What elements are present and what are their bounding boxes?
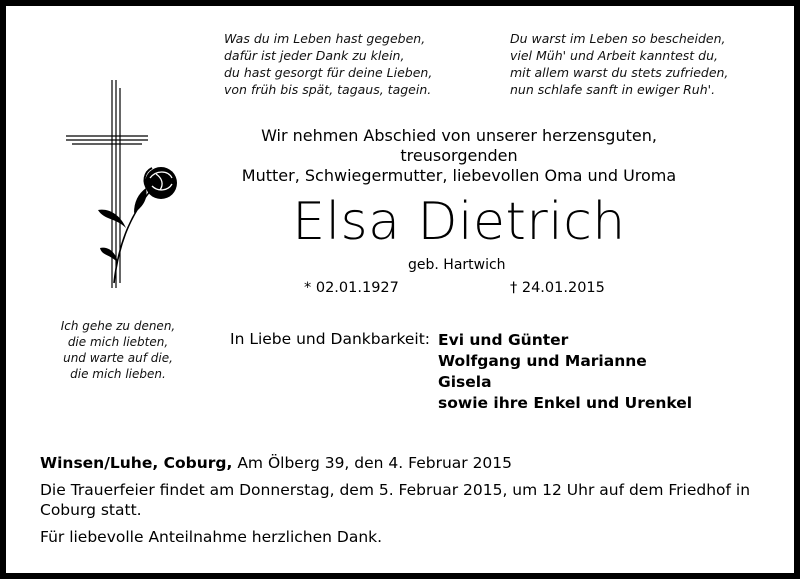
verse-line: viel Müh' und Arbeit kanntest du,	[510, 48, 719, 63]
mourner: Wolfgang und Marianne	[438, 352, 647, 370]
death-date: † 24.01.2015	[510, 280, 605, 296]
footer-place: Winsen/Luhe, Coburg,	[40, 454, 233, 472]
footer-address-rest: Am Ölberg 39, den 4. Februar 2015	[232, 454, 513, 472]
mourner: Evi und Günter	[438, 331, 569, 349]
footer-thanks: Für liebevolle Anteilnahme herzlichen Dank.	[40, 528, 383, 546]
verse-line: nun schlafe sanft in ewiger Ruh'.	[510, 82, 716, 97]
verse-right	[510, 30, 728, 98]
mourner: sowie ihre Enkel und Urenkel	[438, 394, 693, 412]
verse-line: Ich gehe zu denen,	[60, 319, 176, 333]
obituary-card	[6, 6, 794, 573]
intro-line: Wir nehmen Abschied von unserer herzensguten, treusorgenden	[261, 126, 657, 165]
birth-date: * 02.01.1927	[304, 280, 399, 296]
verse-line: und warte auf die,	[63, 351, 173, 365]
intro-text	[214, 126, 704, 186]
verse-left	[224, 30, 432, 98]
verse-line: du hast gesorgt für deine Lieben,	[224, 65, 433, 80]
maiden-name: geb. Hartwich	[408, 257, 506, 273]
verse-small	[48, 318, 188, 382]
verse-line: die mich liebten,	[67, 335, 169, 349]
cross-with-rose-icon	[56, 78, 186, 298]
verse-line: Du warst im Leben so bescheiden,	[510, 31, 726, 46]
verse-line: mit allem warst du stets zufrieden,	[510, 65, 729, 80]
footer-ceremony: Die Trauerfeier findet am Donnerstag, dem 5. Februar 2015, um 12 Uhr auf dem Friedhof in Coburg statt.	[40, 481, 751, 519]
deceased-name: Elsa Dietrich	[292, 192, 626, 252]
verse-line: dafür ist jeder Dank zu klein,	[224, 48, 405, 63]
mourner: Gisela	[438, 373, 492, 391]
intro-line: Mutter, Schwiegermutter, liebevollen Oma und Uroma	[241, 166, 677, 185]
verse-line: Was du im Leben hast gegeben,	[224, 31, 426, 46]
verse-line: die mich lieben.	[70, 367, 166, 381]
verse-line: von früh bis spät, tagaus, tagein.	[224, 82, 432, 97]
dank-label: In Liebe und Dankbarkeit:	[230, 330, 431, 348]
footer-address	[40, 453, 770, 473]
mourners-list	[438, 330, 692, 414]
